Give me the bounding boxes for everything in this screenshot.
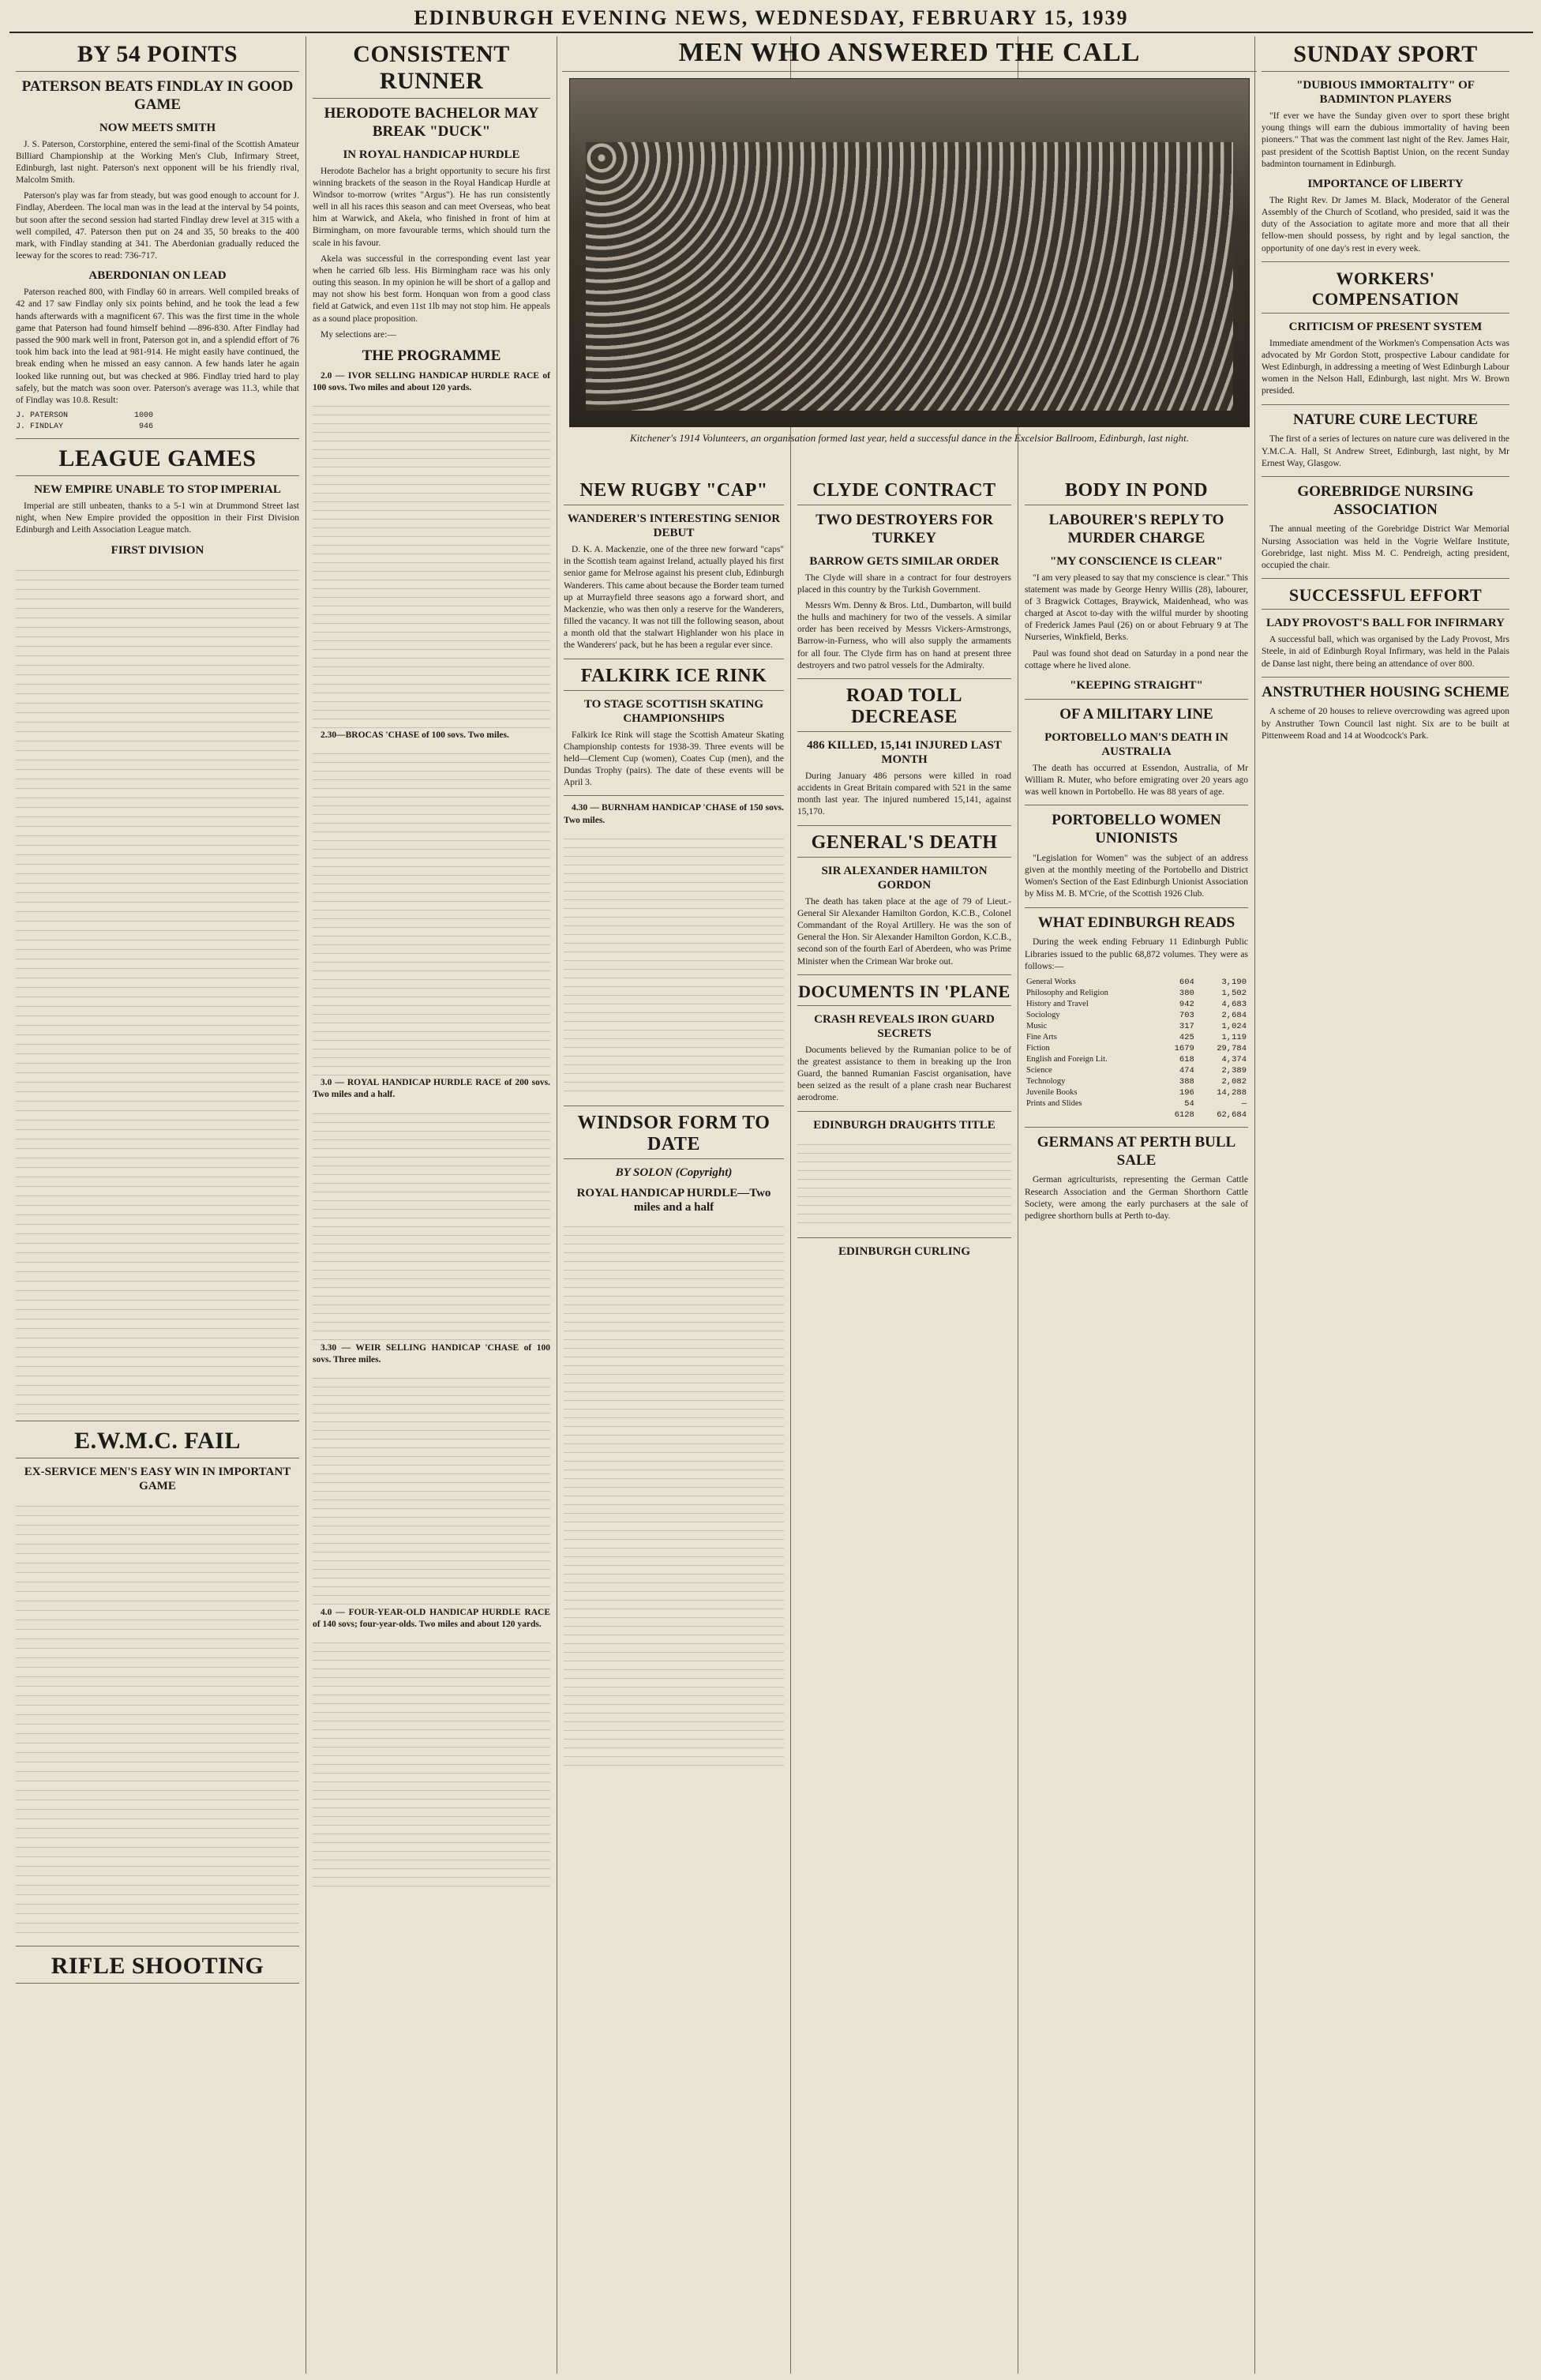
- divider: [1262, 476, 1509, 477]
- draughts-list: [797, 1136, 1011, 1231]
- table-row: [1025, 1109, 1248, 1121]
- subhead-billiards: PATERSON BEATS FINDLAY IN GOOD GAME: [21, 78, 294, 113]
- paragraph: The Clyde will share in a contract for four destroyers placed in this country by the Turkish Government.: [797, 572, 1011, 595]
- subhead-pond: LABOURER'S REPLY TO MURDER CHARGE: [1048, 512, 1224, 546]
- paragraph: A successful ball, which was organised by the Lady Provost, Mrs Steele, in aid of Edinburgh Royal Infirmary, was held in the Palais de Danse last night, there being an attendance of over 800.: [1262, 635, 1509, 669]
- paragraph: Herodote Bachelor has a bright opportunity to secure his first winning brackets of the season in the Royal Handicap Hurdle at Windsor to-morrow (writes "Argus"). He has run consistently well in all his races this season and can meet Overseas, who beat him at Warwick, and Akela, who finished in front of him at Birmingham, on more favourable terms, which should turn the scale in his favour.: [313, 166, 550, 248]
- paragraph: Paul was found shot dead on Saturday in a pond near the cottage where he lived alone.: [1025, 648, 1248, 670]
- photo-caption: Kitchener's 1914 Volunteers, an organisation formed last year, held a successful dance in the Excelsior Ballroom, Edinburgh, last night.: [630, 432, 1189, 444]
- reads-home: 14,288: [1217, 1087, 1247, 1098]
- subhead-league: NEW EMPIRE UNABLE TO STOP IMPERIAL: [34, 483, 281, 497]
- headline-racing: CONSISTENT RUNNER: [313, 41, 550, 99]
- table-row: [1025, 988, 1248, 999]
- total-ref: 6128: [1174, 1109, 1194, 1120]
- reads-cat: Music: [1026, 1022, 1048, 1031]
- subhead-compensation: CRITICISM OF PRESENT SYSTEM: [1288, 320, 1483, 333]
- divider: [564, 795, 784, 796]
- paragraph: The death has occurred at Essendon, Australia, of Mr William R. Muter, who before emigrating over 20 years ago was well known in Portobello. He was 88 years of age.: [1025, 763, 1248, 798]
- divider: [1262, 578, 1509, 579]
- headline-league: LEAGUE GAMES: [16, 445, 299, 476]
- table-row: [1025, 1065, 1248, 1076]
- column-racing: [306, 36, 557, 2374]
- headline-germans: GERMANS AT PERTH BULL SALE: [1037, 1133, 1236, 1169]
- paragraph: The death has taken place at the age of 79 of Lieut.-General Sir Alexander Hamilton Gordon, K.C.B., Colonel Commandant of the Royal Artillery. He was the son of General the Hon. Sir Alexander Hamilton Gordon, K.C.B., second son of the fourth Earl of Aberdeen, who was Prime Minister when the Crimean War broke out.: [797, 896, 1011, 967]
- subhead-racing-2: IN ROYAL HANDICAP HURDLE: [343, 148, 520, 161]
- subhead-military: PORTOBELLO MAN'S DEATH IN AUSTRALIA: [1044, 730, 1228, 758]
- column-sunday: [1255, 36, 1516, 2374]
- reads-home: 2,389: [1221, 1065, 1247, 1076]
- race-title: 3.0 — ROYAL HANDICAP HURDLE RACE of 200 sovs. Two miles and a half.: [313, 1078, 550, 1100]
- total-home: 62,684: [1217, 1109, 1247, 1120]
- headline-sunday: SUNDAY SPORT: [1262, 41, 1509, 72]
- race-title: 4.0 — FOUR-YEAR-OLD HANDICAP HURDLE RACE of 140 sovs; four-year-olds. Two miles and about 120 yards.: [313, 1608, 550, 1630]
- reads-home: 2,082: [1221, 1076, 1247, 1087]
- result-block: J. PATERSON 1000 J. FINDLAY 946: [16, 411, 154, 431]
- reads-cat: Prints and Slides: [1026, 1099, 1082, 1109]
- reads-home: 29,784: [1217, 1043, 1247, 1053]
- table-row: [1025, 1032, 1248, 1043]
- reads-cat: Fiction: [1026, 1044, 1050, 1053]
- subhead-ewmc: EX-SERVICE MEN'S EASY WIN IN IMPORTANT GAME: [24, 1465, 291, 1492]
- runner-list: [313, 1106, 550, 1342]
- paragraph: My selections are:—: [321, 329, 396, 340]
- race-title: 2.0 — IVOR SELLING HANDICAP HURDLE RACE of 100 sovs. Two miles and about 120 yards.: [313, 370, 550, 392]
- race-title: 2.30—BROCAS 'CHASE of 100 sovs. Two miles.: [321, 730, 509, 741]
- paragraph: The annual meeting of the Gorebridge District War Memorial Nursing Association was held in the Vogrie Welfare Institute, Gorebridge, last night. Miss M. C. Pendreigh, acting president, occupied the chair.: [1262, 524, 1509, 570]
- reads-ref: 196: [1179, 1087, 1194, 1098]
- headline-documents: DOCUMENTS IN 'PLANE: [797, 982, 1011, 1006]
- runner-list: [313, 745, 550, 1077]
- table-row: [1025, 1054, 1248, 1065]
- divider: [1025, 1127, 1248, 1128]
- headline-clyde: CLYDE CONTRACT: [797, 480, 1011, 505]
- paragraph: "I am very pleased to say that my conscience is clear." This statement was made by George Henry Willis (28), labourer, of 3 Bragwick Cottages, Braywick, Maidenhead, who was charged at Ascot to-day with the wilful murder by shooting of Frederick James Paul (26) on or about February 9 at The Nurseries, Winkfield, Berks.: [1025, 572, 1248, 643]
- divider: [797, 1111, 1011, 1112]
- headline-nursing: GOREBRIDGE NURSING ASSOCIATION: [1297, 482, 1474, 518]
- paragraph: German agriculturists, representing the German Cattle Research Association and the German Shorthorn Cattle Society, were among the early purchasers at the sale of pedigree shorthorn bulls at Perth to-day.: [1025, 1175, 1248, 1221]
- reads-ref: 474: [1179, 1065, 1194, 1076]
- race-title: 4.30 — BURNHAM HANDICAP 'CHASE of 150 sovs. Two miles.: [564, 803, 784, 825]
- paragraph: "Legislation for Women" was the subject of an address given at the monthly meeting of the Portobello and District Women's Section of the East Edinburgh Unionist Association by Miss M. B. M'Crie, of the Scottish 1926 Club.: [1025, 853, 1248, 899]
- divider: [1025, 907, 1248, 908]
- table-row: [1025, 1076, 1248, 1087]
- reads-home: 2,684: [1221, 1010, 1247, 1020]
- divider: [797, 678, 1011, 679]
- subhead-documents: CRASH REVEALS IRON GUARD SECRETS: [814, 1012, 995, 1040]
- table-row: [1025, 1087, 1248, 1098]
- headline-ewmc: E.W.M.C. FAIL: [16, 1428, 299, 1458]
- divider: [797, 1237, 1011, 1238]
- table-row: [1025, 999, 1248, 1010]
- paragraph: Imperial are still unbeaten, thanks to a 5-1 win at Drummond Street last night, when New Empire provided the opposition in their First Division Edinburgh and Leith Association League match.: [16, 501, 299, 535]
- paragraph: Documents believed by the Rumanian police to be of the greatest assistance to them in breaking up the Iron Guard, the banned Rumanian Fascist organisation, have been seized as the result of a plane crash near Bucharest aerodrome.: [797, 1045, 1011, 1103]
- subhead-billiards-2: NOW MEETS SMITH: [99, 121, 216, 134]
- photo-feature: [562, 35, 1257, 451]
- masthead: EDINBURGH EVENING NEWS, WEDNESDAY, FEBRUARY 15, 1939: [9, 5, 1533, 33]
- subhead-pond-2: "MY CONSCIENCE IS CLEAR": [1049, 554, 1224, 568]
- paragraph: A scheme of 20 houses to relieve overcrowding was agreed upon by Anstruther Town Council last night. Six are to be built at Pittenweem Road and 14 at Woodcock's Park.: [1262, 707, 1509, 741]
- reads-cat: History and Travel: [1026, 1000, 1089, 1009]
- reads-cat: Sociology: [1026, 1011, 1060, 1020]
- reads-cat: Philosophy and Religion: [1026, 989, 1108, 998]
- paragraph: The first of a series of lectures on nature cure was delivered in the Y.M.C.A. Hall, St Andrew Street, Edinburgh, last night, by Mr Ernest Way, Glasgow.: [1262, 434, 1509, 468]
- reads-home: 1,024: [1221, 1021, 1247, 1031]
- subhead-ice: TO STAGE SCOTTISH SKATING CHAMPIONSHIPS: [583, 697, 764, 725]
- race-title: 3.30 — WEIR SELLING HANDICAP 'CHASE of 100 sovs. Three miles.: [313, 1342, 550, 1365]
- paragraph: J. S. Paterson, Corstorphine, entered the semi-final of the Scottish Amateur Billiard Championship at the Working Men's Club, Infirmary Street, Edinburgh, last night. Paterson's next opponent will be his friendly rival, Malcolm Smith.: [16, 139, 299, 186]
- subhead-racing: HERODOTE BACHELOR MAY BREAK "DUCK": [324, 105, 539, 140]
- runner-list: [313, 398, 550, 730]
- headline-curling: EDINBURGH CURLING: [838, 1244, 971, 1258]
- division-label: FIRST DIVISION: [111, 543, 204, 557]
- headline-compensation: WORKERS' COMPENSATION: [1262, 268, 1509, 313]
- paragraph: Immediate amendment of the Workmen's Compensation Acts was advocated by Mr Gordon Stott, prospective Labour candidate for West Edinburgh, in addressing a meeting of West Edinburgh Labour women in the Nelson Hall, Edinburgh, last night. Mrs W. Brown presided.: [1262, 338, 1509, 396]
- photo-crowd: [586, 142, 1233, 411]
- subhead: "KEEPING STRAIGHT": [1070, 678, 1203, 692]
- headline-military: OF A MILITARY LINE: [1059, 705, 1213, 723]
- headline-rugby: NEW RUGBY "CAP": [564, 480, 784, 505]
- headline-general: GENERAL'S DEATH: [797, 832, 1011, 858]
- reads-ref: 388: [1179, 1076, 1194, 1087]
- runner-list: [313, 1635, 550, 1887]
- subhead: ABERDONIAN ON LEAD: [88, 269, 227, 283]
- table-row: [1025, 1021, 1248, 1032]
- subhead-clyde-2: BARROW GETS SIMILAR ORDER: [809, 554, 999, 568]
- table-row: [1025, 1043, 1248, 1054]
- headline-nature: NATURE CURE LECTURE: [1292, 411, 1478, 428]
- subhead-sunday: "DUBIOUS IMMORTALITY" OF BADMINTON PLAYERS: [1296, 79, 1475, 106]
- table-row: [1025, 977, 1248, 988]
- reads-cat: General Works: [1026, 978, 1076, 987]
- headline-ice: FALKIRK ICE RINK: [564, 666, 784, 691]
- divider: [1262, 404, 1509, 405]
- reads-home: 3,190: [1221, 977, 1247, 987]
- reads-home: 4,683: [1221, 999, 1247, 1009]
- subhead-windsor: ROYAL HANDICAP HURDLE—Two miles and a half: [576, 1186, 771, 1214]
- reads-table: [1025, 977, 1248, 1121]
- table-row: [1025, 1098, 1248, 1109]
- subhead-effort: LADY PROVOST'S BALL FOR INFIRMARY: [1266, 617, 1505, 630]
- reads-ref: 604: [1179, 977, 1194, 987]
- reads-ref: 703: [1179, 1010, 1194, 1020]
- reads-ref: 618: [1179, 1054, 1194, 1064]
- subhead: IMPORTANCE OF LIBERTY: [1307, 177, 1464, 190]
- divider: [16, 438, 299, 439]
- reads-home: 1,119: [1221, 1032, 1247, 1042]
- paragraph: During January 486 persons were killed in road accidents in Great Britain compared with 521 in the same month last year. The injured numbered 15,141, against 15,170.: [797, 771, 1011, 817]
- reads-home: 1,502: [1221, 988, 1247, 998]
- reads-ref: 942: [1179, 999, 1194, 1009]
- headline-windsor: WINDSOR FORM TO DATE: [564, 1113, 784, 1159]
- reads-ref: 1679: [1174, 1043, 1194, 1053]
- divider: [797, 825, 1011, 826]
- photo-volunteers: [569, 78, 1250, 427]
- paragraph: Paterson's play was far from steady, but was good enough to account for J. Findlay, Aberdeen. The local man was in the lead at the interval by 54 points, but soon after the second session had started Findlay drew level at 315 with a well compiled, 47. Paterson then put on 24 and 35, 50 breaks to the 400 mark, with Findlay standing at 341. The Aberdonian gradually reduced the leeway for the scores to read: 736-717.: [16, 191, 299, 261]
- reads-cat: Juvenile Books: [1026, 1088, 1078, 1098]
- headline-rifle: RIFLE SHOOTING: [16, 1953, 299, 1984]
- reads-cat: Fine Arts: [1026, 1033, 1057, 1042]
- runner-list: [564, 831, 784, 1099]
- headline-volunteers: MEN WHO ANSWERED THE CALL: [562, 38, 1257, 72]
- headline-women: PORTOBELLO WOMEN UNIONISTS: [1052, 812, 1221, 847]
- reads-home: 4,374: [1221, 1054, 1247, 1064]
- paragraph: "If ever we have the Sunday given over to sport these bright young things will earn the dubious immortality of having been pioneers." That was the comment last night of the Rev. James Hair, past president of the Scottish Baptist Union, on the recent Sunday badminton tournament in Edinburgh.: [1262, 111, 1509, 169]
- paragraph: During the week ending February 11 Edinburgh Public Libraries issued to the public 68,872 volumes. They were as follows:—: [1025, 937, 1248, 971]
- reads-cat: English and Foreign Lit.: [1026, 1055, 1108, 1064]
- headline-housing: ANSTRUTHER HOUSING SCHEME: [1262, 683, 1509, 700]
- reads-cat: Science: [1026, 1066, 1052, 1076]
- score-tables-2: [16, 1497, 299, 1939]
- score-tables: [16, 561, 299, 1414]
- reads-ref: 380: [1179, 988, 1194, 998]
- reads-ref: 425: [1179, 1032, 1194, 1042]
- headline-road: ROAD TOLL DECREASE: [797, 685, 1011, 732]
- headline-pond: BODY IN POND: [1025, 480, 1248, 505]
- paragraph: Messrs Wm. Denny & Bros. Ltd., Dumbarton, will build the hulls and machinery for two of the vessels. A similar order has been received by Messrs Vickers-Armstrongs, Barrow-in-Furness, who will also supply the armaments for all four. The Clyde firm has on hand at present three destroyers and two patrol vessels for the Admiralty.: [797, 600, 1011, 670]
- paragraph: D. K. A. Mackenzie, one of the three new forward "caps" in the Scottish team against Ireland, actually played his first senior game for Melrose against his present club, Edinburgh Wanderers. This came about because the Border team turned up at Murrayfield three seasons ago a forward short, and Mackenzie, who was then only a reserve for the Wanderers, filled the vacancy. It was not till the following season, about a month old that the stalwart Highlander won his place in the Wanderers' pack, but he has been a regular ever since.: [564, 545, 784, 651]
- reads-ref: 317: [1179, 1021, 1194, 1031]
- headline-billiards: BY 54 POINTS: [16, 41, 299, 72]
- headline-programme: THE PROGRAMME: [362, 347, 501, 364]
- paragraph: Akela was successful in the corresponding event last year when he carried 6lb less. His Birmingham race was his only outing this season. In my opinion he will be short of a gallop and may not show his best form. Honquan won from a good class field at Gatwick, and even 11st 1lb may not stop him. He appeals as a sound place proposition.: [313, 253, 550, 324]
- headline-reads: WHAT EDINBURGH READS: [1037, 914, 1235, 931]
- subhead-rugby: WANDERER'S INTERESTING SENIOR DEBUT: [567, 512, 781, 539]
- divider: [1262, 677, 1509, 678]
- subhead-road: 486 KILLED, 15,141 INJURED LAST MONTH: [807, 738, 1002, 766]
- column-billiards: [9, 36, 306, 2374]
- subhead-general: SIR ALEXANDER HAMILTON GORDON: [821, 864, 988, 892]
- divider: [1262, 261, 1509, 262]
- paragraph: The Right Rev. Dr James M. Black, Moderator of the General Assembly of the Church of Scotland, who presided, said it was the duty of the Association to agitate more and more that all their fellow-men should possess, by right and by legal sanction, the opportunity of one day's rest in every week.: [1262, 195, 1509, 253]
- reads-home: —: [1241, 1098, 1247, 1109]
- paragraph: Falkirk Ice Rink will stage the Scottish Amateur Skating Championship contests for 1938-39. Three events will be held—Clement Cup (women), Coates Cup (men), and the Dundas Trophy (pairs). The date of these events will be April 3.: [564, 730, 784, 788]
- byline: BY SOLON (Copyright): [615, 1166, 733, 1179]
- table-row: [1025, 1010, 1248, 1021]
- runner-list: [313, 1370, 550, 1607]
- headline-draughts: EDINBURGH DRAUGHTS TITLE: [813, 1118, 995, 1132]
- subhead-clyde: TWO DESTROYERS FOR TURKEY: [815, 512, 993, 546]
- form-list: [564, 1218, 784, 1771]
- paragraph: Paterson reached 800, with Findlay 60 in arrears. Well compiled breaks of 42 and 17 saw Findlay only six points behind, and he took the lead a few hands afterwards with a magnificent 67. This was the first time in the whole game that Paterson had found himself behind —896-830. After Findlay had passed the 900 mark well in front, Paterson got in, and a splendid effort of 76 took him back into the lead at 981-914. He might easily have continued, the break ending when he missed an easy cannon. A few hands later he again looked like running out, but was checked at 986. Findlay tried hard to play safely, but the match was soon over. Paterson's average was 11.3, while that of Findlay was 10.8. Result:: [16, 287, 299, 405]
- reads-cat: Technology: [1026, 1077, 1066, 1087]
- divider: [1025, 699, 1248, 700]
- divider: [797, 974, 1011, 975]
- reads-ref: 54: [1184, 1098, 1194, 1109]
- headline-effort: SUCCESSFUL EFFORT: [1262, 585, 1509, 610]
